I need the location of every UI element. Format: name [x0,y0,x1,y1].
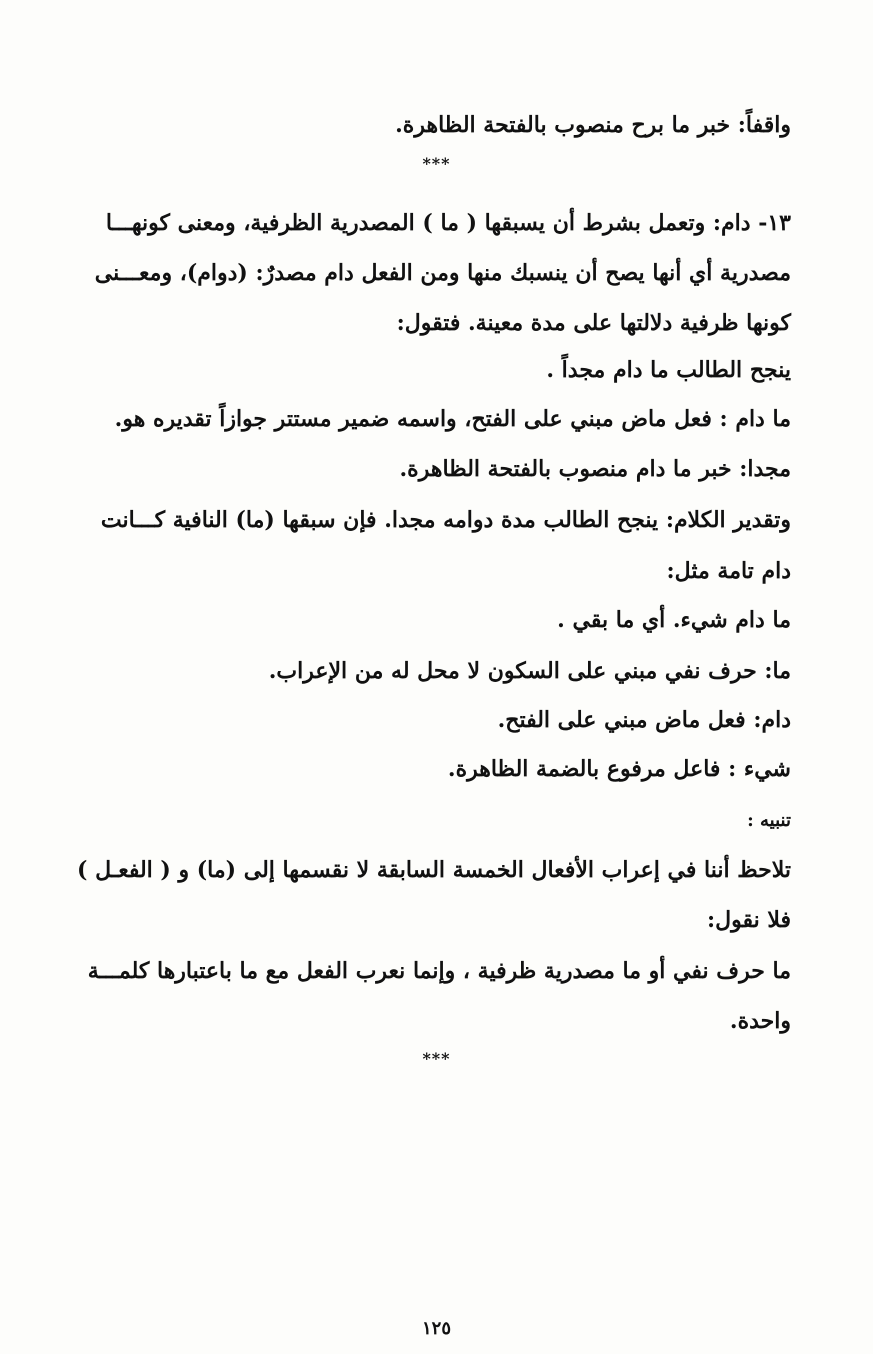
text-line-13: شيء : فاعل مرفوع بالضمة الظاهرة. [447,756,791,782]
text-line-3: مصدرية أي أنها يصح أن ينسبك منها ومن الفعل دام مصدرٌ: (دوام)، ومعـــنى [94,260,791,286]
section-separator-top: *** [422,154,451,173]
note-heading: تنبيه : [747,810,791,831]
text-line-6: ما دام : فعل ماض مبني على الفتح، واسمه ضمير مستتر جوازاً تقديره هو. [114,406,791,432]
section-separator-bottom: *** [422,1049,451,1068]
text-line-10: ما دام شيء. أي ما بقي . [557,607,791,633]
text-line-9: دام تامة مثل: [666,558,791,584]
text-line-4: كونها ظرفية دلالتها على مدة معينة. فتقول: [396,310,791,336]
text-line-18: واحدة. [729,1008,791,1034]
text-line-12: دام: فعل ماض مبني على الفتح. [497,707,791,733]
text-line-1: واقفاً: خبر ما برح منصوب بالفتحة الظاهرة. [395,112,791,138]
page-number: ١٢٥ [421,1318,451,1339]
text-line-2: ١٣- دام: وتعمل بشرط أن يسبقها ( ما ) المصدرية الظرفية، ومعنى كونهـــا [105,210,791,236]
text-line-8: وتقدير الكلام: ينجح الطالب مدة دوامه مجدا. فإن سبقها (ما) النافية كـــانت [100,507,791,533]
text-line-15: تلاحظ أننا في إعراب الأفعال الخمسة السابقة لا نقسمها إلى (ما) و ( الفعـل ) [77,857,791,883]
text-line-11: ما: حرف نفي مبني على السكون لا محل له من الإعراب. [268,658,791,684]
text-line-17: ما حرف نفي أو ما مصدرية ظرفية ، وإنما نعرب الفعل مع ما باعتبارها كلمـــة [87,958,791,984]
text-line-5: ينجح الطالب ما دام مجداً . [546,357,791,383]
text-line-7: مجدا: خبر ما دام منصوب بالفتحة الظاهرة. [399,456,791,482]
text-line-16: فلا نقول: [706,907,791,933]
